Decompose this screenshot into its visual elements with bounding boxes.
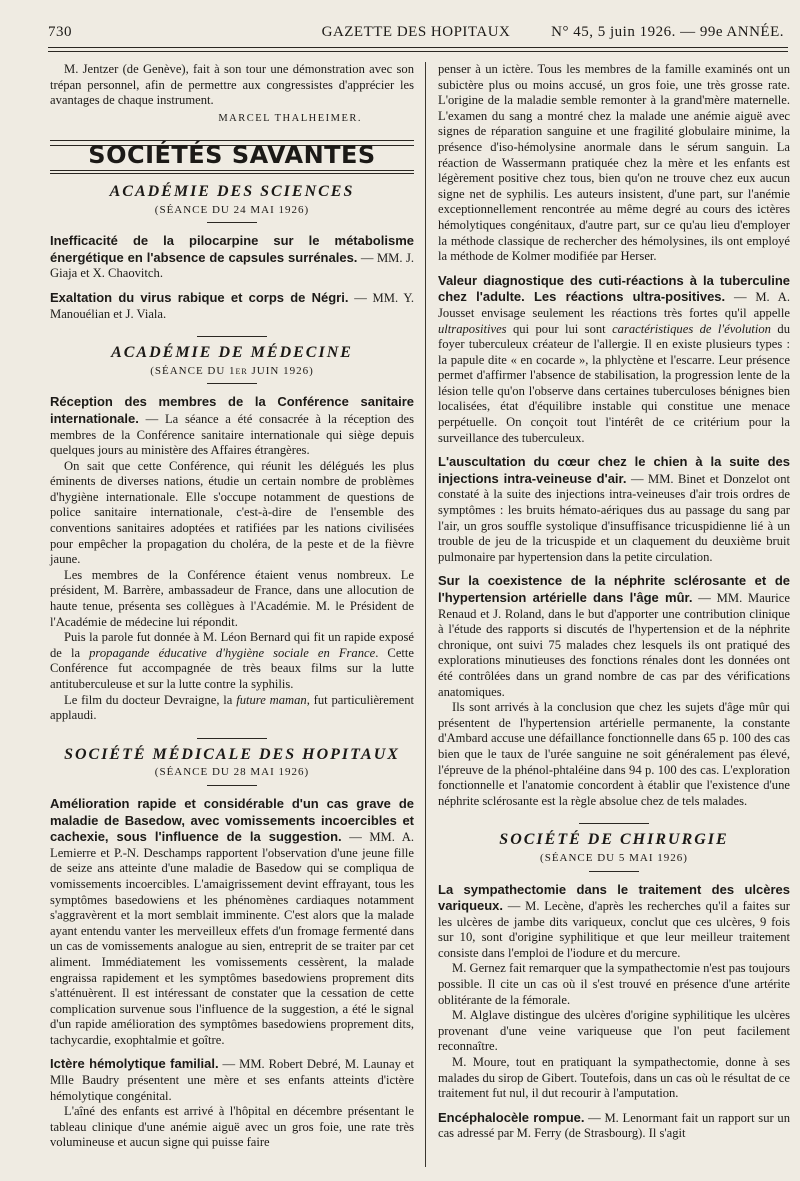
running-header (48, 24, 784, 44)
academie-sciences-title: ACADÉMIE DES SCIENCES (109, 182, 355, 200)
section-rule (197, 336, 267, 337)
column-left (50, 62, 414, 1151)
article-heading: Valeur diagnostique des cuti-réactions à la tuberculine chez l'adulte. Les réactions ultra-positives. (438, 272, 790, 305)
paragraph: L'aîné des enfants est arrivé à l'hôpital en décembre présentant le tableau clinique d'une anémie aiguë avec un gros foie, une rate très volumineuse et aucun signe qui puisse faire (50, 1104, 414, 1150)
paragraph: Ils sont arrivés à la conclusion que chez les sujets d'âge mûr qui présentent de l'hypertension artérielle permanente, la constante d'Ambard accuse une défaillance fonctionnelle dans 65 p. 100 des cas bien que le taux de l'urée sanguine ne soit généralement pas élevé, l'épreuve de la phénol-phtaléine dans 94 p. 100 des cas. L'exploration fonctionnelle et l'anatomie concordent à établir que l'existence d'une néphrite sclérosante est la règle absolue chez de tels malades. (438, 700, 790, 808)
article-encephalocele (438, 1110, 790, 1142)
article-ictere (50, 1056, 414, 1104)
article-auscultation (438, 454, 790, 565)
article-authors: — MM. Y. Manouélian et J. Viala. (50, 290, 414, 321)
article-heading: Amélioration rapide et considérable d'un cas grave de maladie de Basedow, avec vomissements incoercibles et cachexie, sous l'influence de la suggestion. (50, 795, 414, 845)
article-virus-rabique (50, 290, 414, 322)
paragraph: Les membres de la Conférence étaient venus nombreux. Le président, M. Barrère, ambassadeur de France, dans une allocution de haute tenue, présenta ses collègues à l'Académie. M. le Président de l'Académie de médecine lui répondit. (50, 567, 414, 629)
section-rule (579, 823, 649, 824)
article-basedow (50, 796, 414, 1049)
article-text: — M. Lecène, d'après les recherches qu'il a faites sur les ulcères de jambe dits variqueux, conclut que ces ulcères, 9 fois sur 10, sont d'origine syphilitique et que leur meilleur traitement consiste dans l'emploi de l'iodure et du mercure. (438, 899, 790, 960)
column-divider (425, 62, 426, 1167)
article-conference (50, 394, 414, 458)
article-authors: — MM. J. Giaja et X. Chaovitch. (50, 250, 414, 281)
paragraph: On sait que cette Conférence, qui réunit les délégués les plus éminents de diverses nations, étudie un certain nombre de problèmes d'hygiène internationale. Elle s'occupe notamment de questions de police sanitaire internationale, c'est-à-dire de l'ensemble des conventions sanitaires adoptées et ratifiées par les nations civilisées pour empêcher la propagation du choléra, de la peste et de la fièvre jaune. (50, 458, 414, 567)
societe-medicale-title: SOCIÉTÉ MÉDICALE DES HOPITAUX (64, 745, 400, 763)
article-heading: Inefficacité de la pilocarpine sur le métabolisme énergétique en l'absence de capsules surrénales. (50, 233, 414, 265)
article-text: — MM. Robert Debré, M. Launay et Mlle Baudry présentent une mère et ses enfants atteints d'ictère hémolytique congénital. (50, 1057, 414, 1103)
short-rule (207, 785, 257, 786)
article-sympathectomie (438, 882, 790, 962)
article-heading: Réception des membres de la Conférence sanitaire internationale. (50, 394, 414, 426)
article-heading: La sympathectomie dans le traitement des ulcères variqueux. (438, 881, 790, 914)
article-heading: Sur la coexistence de la néphrite sclérosante et de l'hypertension artérielle dans l'âge mûr. (438, 573, 790, 605)
article-text: — La séance a été consacrée à la réception des membres de la Conférence sanitaire internationale qui siège depuis quelques jours au ministère des Affaires étrangères. (50, 411, 414, 458)
page-number: 730 (48, 24, 72, 40)
article-text: — MM. Maurice Renaud et J. Roland, dans le but d'apporter une contribution clinique à l'étude des rapports si discutés de l'hypertension et de la néphrite chronique, ont suivi 75 malades chez lesquels ils ont pratiqué des explorations minutieuses des fonctions rénales dont les données ont été contrôlées dans un grand nombre de cas par des vérifications anatomiques. (438, 591, 790, 699)
continued-paragraph: penser à un ictère. Tous les membres de la famille examinés ont un subictère plus ou moins accusé, un gros foie, une très grosse rate. L'origine de la maladie semble remonter à la grand'mère maternelle. L'examen du sang a montré chez la malade une anémie aiguë avec signes de réparation sanguine et une fragilité globulaire minime, la présence d'iso-hémolysine anormale dans le sérum sanguin. La réaction de Wassermann pratiquée chez la mère et les enfants est légèrement positive chez tous, bien qu'on ne trouve chez eux aucun signe net de syphilis. Les auteurs insistent, d'une part, sur l'anémie exceptionnellement rencontrée au même degré au cours des ictères hémolytiques congénitaux, d'autre part, sur ce qu'au lieu d'employer la méthode classique de rechercher des hémolysines, ils ont employé la méthode de Kolmer modifiée par Herser. (438, 62, 790, 264)
article-heading: Encéphalocèle rompue. (438, 1109, 585, 1125)
header-rule (48, 47, 788, 48)
article-heading: Exaltation du virus rabique et corps de Négri. (50, 289, 349, 305)
article-text: — MM. A. Lemierre et P.-N. Deschamps rapportent l'observation d'une jeune fille de seize ans atteinte d'une maladie de Basedow qui se compliqua de vomissements incoercibles. L'amaigrissement devint effrayant, tous les symptômes basedowiens et les phénomènes cardiaques notamment s'aggravèrent et la mort semblait imminente. C'est alors que la malade ayant entendu vanter les merveilleux effets d'un fromage fermenté dans un cas de vomissements analogue au sien, entreprit de se traiter par cet aliment. Immédiatement les vomissements cessèrent, la malade engraissa rapidement et les symptômes basedowiens proprement dits s'atténuèrent. Il est intéressant de constater que la cessation de cette complication survenue sous l'influence de la suggestion, a été le signal d'un rapide amélioration des symptômes basedowiens proprement dits, tachycardie, exophtalmie et goître. (50, 830, 414, 1047)
intro-paragraph: M. Jentzer (de Genève), fait à son tour une démonstration avec son trépan personnel, afin de permettre aux congressistes d'apprécier les avantages de chaque instrument. (50, 62, 414, 108)
issue-info: N° 45, 5 juin 1926. — 99e ANNÉE. (551, 24, 784, 40)
paragraph: M. Alglave distingue des ulcères d'origine syphilitique les ulcères provenant d'une veine variqueuse que l'on peut facilement reconnaître. (438, 1008, 790, 1054)
article-heading: Ictère hémolytique familial. (50, 1056, 219, 1072)
academie-medecine-seance: (SÉANCE DU 1er JUIN 1926) (150, 364, 314, 377)
article-text: — MM. Binet et Donzelot ont constaté à la suite des injections intra-veineuses d'air trois ordres de symptômes : les bruits hémato-aériques dus au passage du sang par l'air, un gros souffle systolique d'insuffisance tricuspidienne lié à un trouble de jeu de la tricuspide et un claquement du deuxième bruit pulmonaire par hypertension dans la petite circulation. (438, 471, 790, 564)
paragraph: M. Gernez fait remarquer que la sympathectomie n'est pas toujours possible. Il cite un cas où il s'est trouvé en présence d'une artérite oblitérante de la fémorale. (438, 961, 790, 1007)
paragraph: Puis la parole fut donnée à M. Léon Bernard qui fit un rapide exposé de la propagande éducative d'hygiène sociale en France. Cette Conférence fut accompagnée de très beaux films sur la lutte antituberculeuse et sur la lutte contre la syphilis. (50, 630, 414, 691)
short-rule (207, 383, 257, 384)
short-rule (207, 222, 257, 223)
header-rule-double (48, 51, 788, 52)
societe-medicale-seance: (SÉANCE DU 28 MAI 1926) (154, 766, 310, 779)
article-cuti-reactions: Valeur diagnostique des cuti-réactions à la tuberculine chez l'adulte. Les réactions ultra-positives. — M. A. Jousset envisage seulement les réactions très fortes qu'il appelle ultrapositives qui pour lui sont caractéristiques de l'évolution du foyer tuberculeux créateur de l'allergie. Il en existe plusieurs types : la papule dite « en cocarde », la phlyctène et l'escarre. Leur présence permet d'affirmer l'absence de stabilisation, la progression lente de la lésion telle qu'on l'observe dans certaines tuberculoses bénignes bien localisées, état d'équilibre instable qui constitue une menace perpétuelle. On conçoit tout l'intérêt de ce critérium pour la surveillance des tuberculeux. (438, 272, 790, 445)
academie-medecine-title: ACADÉMIE DE MÉDECINE (111, 344, 353, 362)
column-right (438, 62, 790, 1142)
article-heading: L'auscultation du cœur chez le chien à la suite des injections intra-veineuse d'air. (438, 454, 790, 486)
article-pilocarpine (50, 233, 414, 282)
section-title: SOCIÉTÉS SAVANTES (88, 141, 376, 170)
paragraph: Le film du docteur Devraigne, la future maman, fut particulièrement applaudi. (50, 692, 415, 723)
academie-sciences-seance: (SÉANCE DU 24 MAI 1926) (154, 203, 310, 216)
chirurgie-title: SOCIÉTÉ DE CHIRURGIE (499, 831, 729, 849)
article-text: — M. Lenormant fait un rapport sur un cas adressé par M. Ferry (de Strasbourg). Il s'agit (438, 1110, 790, 1141)
section-rule (197, 738, 267, 739)
author-signature: MARCEL THALHEIMER. (218, 112, 362, 124)
paragraph: M. Moure, tout en pratiquant la sympathectomie, donne à ses malades du sirop de Gibert. Toutefois, dans un cas où le résultat de ce traitement fut nul, il dut recourir à l'amputation. (438, 1055, 790, 1101)
short-rule (589, 871, 639, 872)
chirurgie-seance: (SÉANCE DU 5 MAI 1926) (540, 851, 688, 864)
journal-title: GAZETTE DES HOPITAUX (321, 24, 511, 40)
article-nephrite (438, 573, 790, 700)
section-banner (50, 140, 414, 174)
